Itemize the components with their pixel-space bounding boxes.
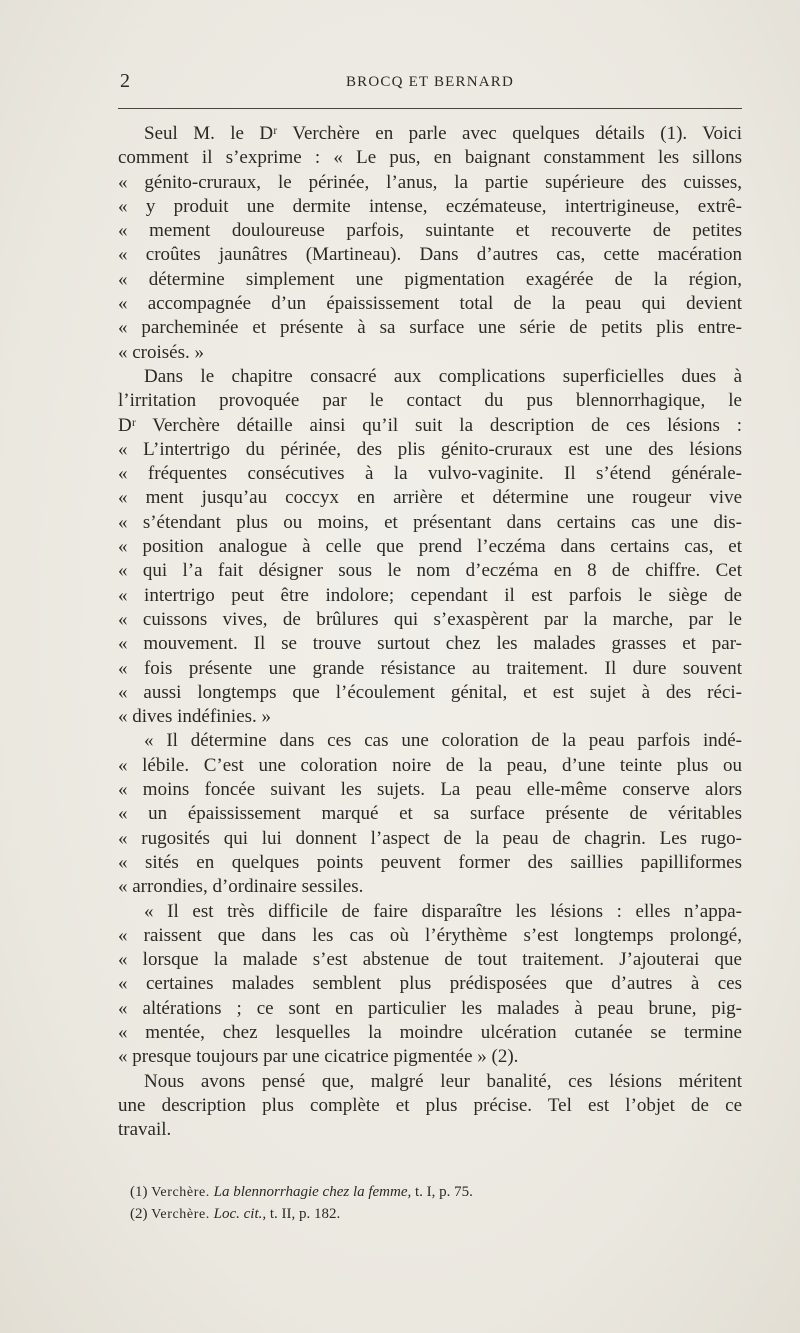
text-line: « mouvement. Il se trouve surtout chez les malades grasses et par- [118, 633, 742, 655]
text-line: « lébile. C’est une coloration noire de la peau, d’une teinte plus ou [118, 754, 742, 776]
text-line: « arrondies, d’ordinaire sessiles. [118, 876, 364, 898]
text-line: Dʳ Verchère détaille ainsi qu’il suit la description de ces lésions : [118, 414, 742, 436]
footnote-title: La blennorrhagie chez la femme, [213, 1184, 412, 1200]
text-line: « génito-cruraux, le périnée, l’anus, la partie supérieure des cuisses, [118, 171, 742, 193]
footnote [130, 1181, 730, 1203]
text-line: « fréquentes consécutives à la vulvo-vaginite. Il s’étend générale- [118, 463, 742, 485]
text-line: « s’étendant plus ou moins, et présentant dans certains cas une dis- [118, 511, 742, 533]
text-line: « sités en quelques points peuvent former des saillies papilliformes [118, 851, 742, 873]
footnote-marker: (1) [130, 1184, 148, 1200]
body-text [118, 122, 742, 1142]
text-line: « un épaississement marqué et sa surface présente de véritables [118, 803, 742, 825]
text-line: « détermine simplement une pigmentation exagérée de la région, [118, 268, 742, 290]
text-line: « presque toujours par une cicatrice pigmentée » (2). [118, 1046, 519, 1068]
text-line: « raissent que dans les cas où l’érythème s’est longtemps prolongé, [118, 924, 742, 946]
text-line: « y produit une dermite intense, eczémateuse, intertrigineuse, extrê- [118, 195, 742, 217]
text-line: « fois présente une grande résistance au traitement. Il dure souvent [118, 657, 742, 679]
text-line: « altérations ; ce sont en particulier les malades à peau brune, pig- [118, 997, 742, 1019]
footnotes [130, 1181, 730, 1225]
footnote-title: Loc. cit., [213, 1206, 267, 1222]
footnote-reference: t. II, p. 182. [269, 1206, 341, 1222]
footnote-author: Verchère. [151, 1207, 210, 1222]
text-line: l’irritation provoquée par le contact du pus blennorrhagique, le [118, 390, 742, 412]
text-line: « ment jusqu’au coccyx en arrière et détermine une rougeur vive [118, 487, 742, 509]
page-header [118, 70, 742, 98]
footnote-marker: (2) [130, 1206, 148, 1222]
text-line: « Il détermine dans ces cas une coloration de la peau parfois indé- [144, 730, 742, 752]
text-line: « certaines malades semblent plus prédisposées que d’autres à ces [118, 973, 742, 995]
text-line: travail. [118, 1119, 172, 1141]
text-line: « dives indéfinies. » [118, 706, 272, 728]
footnote-author: Verchère. [151, 1185, 210, 1200]
text-line: « mentée, chez lesquelles la moindre ulcération cutanée se termine [118, 1021, 742, 1043]
text-line: « Il est très difficile de faire disparaître les lésions : elles n’appa- [144, 900, 742, 922]
text-line: « accompagnée d’un épaississement total de la peau qui devient [118, 293, 742, 315]
text-line: Nous avons pensé que, malgré leur banalité, ces lésions méritent [144, 1070, 742, 1092]
text-line: « L’intertrigo du périnée, des plis génito-cruraux est une des lésions [118, 438, 742, 460]
page-number: 2 [120, 70, 130, 92]
footnote-reference: t. I, p. 75. [415, 1184, 473, 1200]
text-line: comment il s’exprime : « Le pus, en baignant constamment les sillons [118, 147, 742, 169]
text-line: « cuissons vives, de brûlures qui s’exaspèrent par la marche, par le [118, 608, 742, 630]
text-line: « qui l’a fait désigner sous le nom d’eczéma en 8 de chiffre. Cet [118, 560, 742, 582]
text-line: « croisés. » [118, 341, 205, 363]
text-line: « aussi longtemps que l’écoulement génital, et est sujet à des réci- [118, 681, 742, 703]
text-line: une description plus complète et plus précise. Tel est l’objet de ce [118, 1094, 742, 1116]
text-line: « moins foncée suivant les sujets. La peau elle-même conserve alors [118, 779, 742, 801]
text-line: « croûtes jaunâtres (Martineau). Dans d’autres cas, cette macération [118, 244, 742, 266]
text-line: « rugosités qui lui donnent l’aspect de la peau de chagrin. Les rugo- [118, 827, 742, 849]
footnote [130, 1203, 730, 1225]
text-line: « position analogue à celle que prend l’eczéma dans certains cas, et [118, 536, 742, 558]
text-line: « lorsque la malade s’est abstenue de tout traitement. J’ajouterai que [118, 949, 742, 971]
text-line: « mement douloureuse parfois, suintante et recouverte de petites [118, 220, 742, 242]
text-line: Dans le chapitre consacré aux complications superficielles dues à [144, 365, 742, 387]
text-line: « intertrigo peut être indolore; cependant il est parfois le siège de [118, 584, 742, 606]
header-rule [118, 108, 742, 109]
text-line: « parcheminée et présente à sa surface une série de petits plis entre- [118, 317, 742, 339]
text-line: Seul M. le Dʳ Verchère en parle avec quelques détails (1). Voici [144, 123, 742, 144]
running-head: BROCQ ET BERNARD [345, 74, 515, 90]
